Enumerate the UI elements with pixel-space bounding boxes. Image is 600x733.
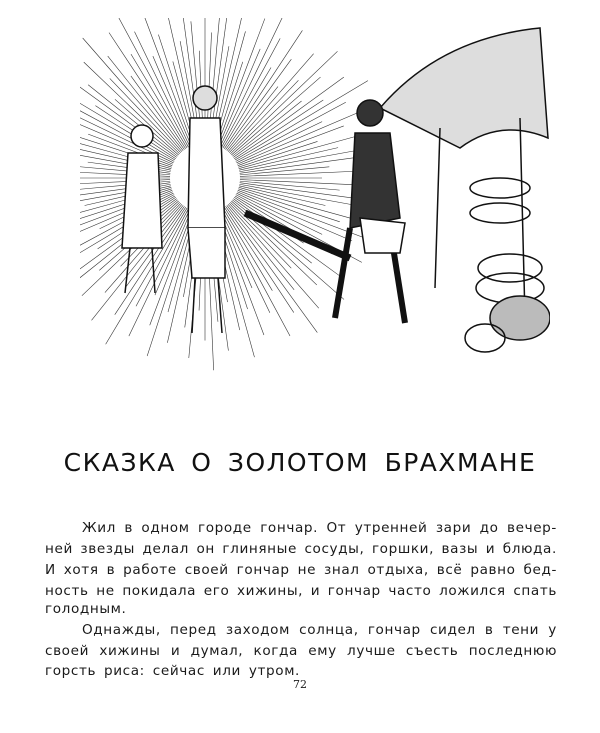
text-line: Однажды, перед заходом солнца, гончар сидел в тени у: [82, 622, 557, 638]
text-line: Жил в одном городе гончар. От утренней зари до вечер-: [82, 520, 557, 536]
ray-line: [226, 59, 292, 150]
potter-with-stick-figure: [245, 100, 405, 323]
ray-line: [80, 73, 177, 158]
ray-line: [217, 19, 265, 146]
ray-line: [222, 38, 281, 147]
ray-line: [224, 30, 302, 148]
ray-line: [229, 203, 291, 268]
story-title: СКАЗКА О ЗОЛОТОМ БРАХМАНЕ: [63, 448, 537, 477]
ray-line: [240, 181, 340, 190]
ray-line: [237, 122, 323, 163]
text-line: ней звезды делал он глиняные сосуды, горшки, вазы и блюда.: [45, 541, 557, 557]
ray-line: [240, 167, 329, 175]
ray-line: [229, 80, 298, 152]
ray-line: [114, 18, 189, 147]
hut-with-pots: [380, 28, 550, 352]
ray-line: [233, 199, 339, 276]
old-man-figure: [122, 125, 162, 293]
page-number: 72: [293, 678, 307, 691]
text-line: голодным.: [45, 601, 127, 617]
ray-line: [232, 200, 311, 263]
ray-line: [228, 204, 319, 308]
ray-line: [240, 157, 359, 173]
illustration: [80, 18, 550, 378]
text-line: горсть риса: сейчас или утром.: [45, 663, 300, 679]
ray-line: [233, 77, 344, 157]
ray-line: [227, 87, 278, 151]
ray-line: [230, 51, 337, 153]
ray-line: [240, 180, 370, 186]
brahman-figure: [188, 86, 225, 333]
ray-line: [80, 116, 173, 163]
text-line: ность не покидала его хижины, и гончар часто ложился спать: [45, 583, 557, 599]
ray-line: [239, 134, 366, 169]
text-line: И хотя в работе своей гончар не знал отдыха, всё равно бед-: [45, 562, 557, 578]
ray-line: [236, 102, 346, 161]
text-line: своей хижины и думал, когда ему лучше съесть последнюю: [45, 643, 557, 659]
